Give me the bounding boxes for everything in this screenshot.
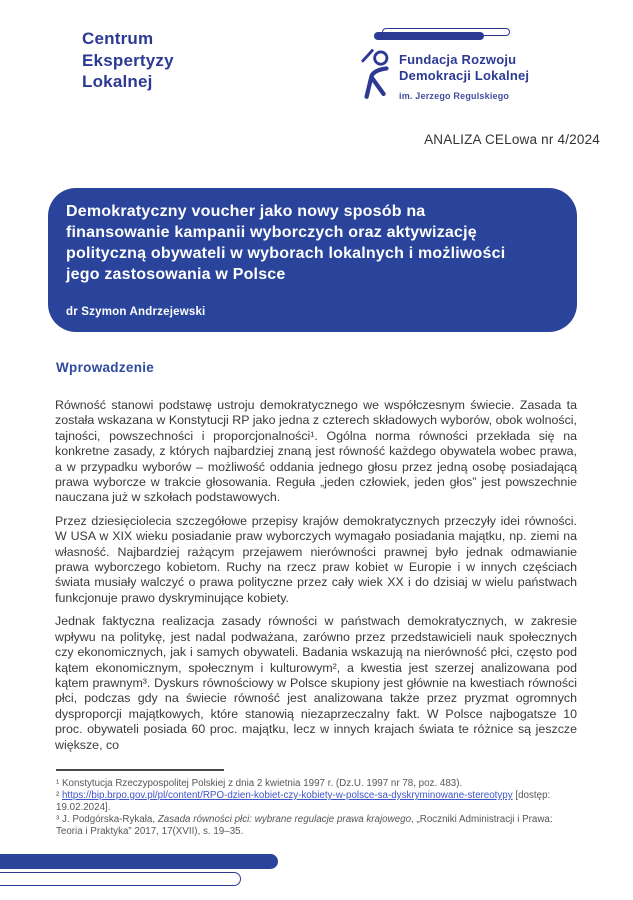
title-banner <box>48 188 577 332</box>
frdl-subtitle: im. Jerzego Regulskiego <box>399 91 510 101</box>
footnote-marker: ¹ <box>56 778 62 789</box>
footnote-text: [dostęp: 19.02.2024]. <box>56 790 551 813</box>
footnote-link[interactable]: https://bip.brpo.gov.pl/pl/content/RPO-dzien-kobiet-czy-kobiety-w-polsce-sa-dyskryminowane-stereotypy <box>61 790 513 801</box>
cel-logo-rest: okalnej <box>92 72 153 91</box>
frdl-bar-solid-icon <box>374 32 484 40</box>
frdl-logo-bars <box>360 28 520 42</box>
footnote-italic-title: Zasada równości płci: wybrane regulacje prawa krajowego <box>157 814 412 825</box>
cel-logo-line <box>82 71 174 93</box>
paragraph-1: Równość stanowi podstawę ustroju demokratycznego we współczesnym świecie. Zasada ta została wskazana w Konstytucji RP jako jedna z czterech składowych wyborów, obok wolności, tajności, powszechności i proporcjonalności¹. Ogólna norma równości przekłada się na konkretne zasady, z których najbardziej znaną jest równość każdego obywatela wobec prawa, a w przypadku wyborów – możliwość oddania jednego głosu przez jedną osobę posiadającą prawa wyborcze w trakcie głosowania. Reguła „jeden człowiek, jeden głos” jest powszechnie nauczana już w szkołach podstawowych. <box>55 398 577 505</box>
footnotes <box>56 769 579 838</box>
cel-logo-rest: entrum <box>94 29 154 48</box>
footnote-text: , „Roczniki Administracji i Prawa: Teoria i Praktyka” 2017, 17(XVII), s. 19–35. <box>56 814 553 837</box>
cel-logo-initial: L <box>82 72 93 91</box>
footnote-3 <box>56 814 579 838</box>
cel-logo-initial: C <box>82 29 95 48</box>
frdl-name-line1: Fundacja Rozwoju <box>399 52 517 67</box>
frdl-name-line2: Demokracji Lokalnej <box>399 68 530 83</box>
cel-logo-rest: kspertyzy <box>93 50 174 70</box>
issue-label: ANALIZA CELowa nr 4/2024 <box>424 132 600 147</box>
footnote-marker: ³ <box>56 814 62 825</box>
paragraph-3: Jednak faktyczna realizacja zasady równości w państwach demokratycznych, w zakresie wpływu na politykę, jest nadal podważana, zarówno przez przedstawicieli nauk społecznych czy ekonomicznych, jak i samych obywateli. Badania wskazują na nierówność płci, często pod kątem ekonomicznym, społecznym i kulturowym², a kwestia jest szerzej analizowana pod kątem prawnym³. Dyskurs równościowy w Polsce skupiony jest głównie na kwestiach równości płci, podczas gdy na świecie równość jest analizowana także przez pryzmat ogromnych dysproporcji majątkowych, które stanowią niezaprzeczalny fakt. W Polsce najbogatsze 10 proc. obywateli posiada 60 proc. majątku, lecz w innych krajach świata te różnice są jeszcze większe, co <box>55 614 577 752</box>
bottom-bar-outline-icon <box>0 872 241 886</box>
cel-logo-initial: E <box>82 50 94 70</box>
footnote-1 <box>56 778 579 790</box>
cel-logo-line <box>82 50 174 72</box>
footnote-text: Konstytucja Rzeczypospolitej Polskiej z dnia 2 kwietnia 1997 r. (Dz.U. 1997 nr 78, poz. 483). <box>61 778 463 789</box>
frdl-person-icon <box>360 47 394 105</box>
paragraph-2: Przez dziesięciolecia szczegółowe przepisy krajów demokratycznych przeczyły idei równości. W USA w XIX wieku posiadanie praw wyborczych wymagało posiadania majątku, np. ziemi na własność. Najbardziej rażącym przejawem nierówności prawnej było jednak odmawianie prawa wyborczego kobietom. Ruchy na rzecz praw kobiet w Europie i w innych częściach świata musiały walczyć o prawa polityczne przez cały wiek XX i do dzisiaj w wielu państwach funkcjonuje prawo dyskryminujące kobiety. <box>55 513 577 605</box>
cel-logo <box>82 28 174 93</box>
footnote-separator <box>56 769 224 771</box>
body-text <box>55 398 577 761</box>
author-name: dr Szymon Andrzejewski <box>66 306 206 318</box>
footnote-2 <box>56 790 579 814</box>
cel-logo-line <box>82 28 174 50</box>
document-title: Demokratyczny voucher jako nowy sposób na finansowanie kampanii wyborczych oraz aktywizację polityczną obywateli w wyborach lokalnych i możliwości jego zastosowania w Polsce <box>66 203 506 283</box>
frdl-logo <box>360 28 560 105</box>
footnote-text: J. Podgórska-Rykała, <box>61 814 158 825</box>
footnote-marker: ² <box>56 790 62 801</box>
section-heading: Wprowadzenie <box>56 360 155 375</box>
bottom-bar-solid-icon <box>0 854 278 869</box>
